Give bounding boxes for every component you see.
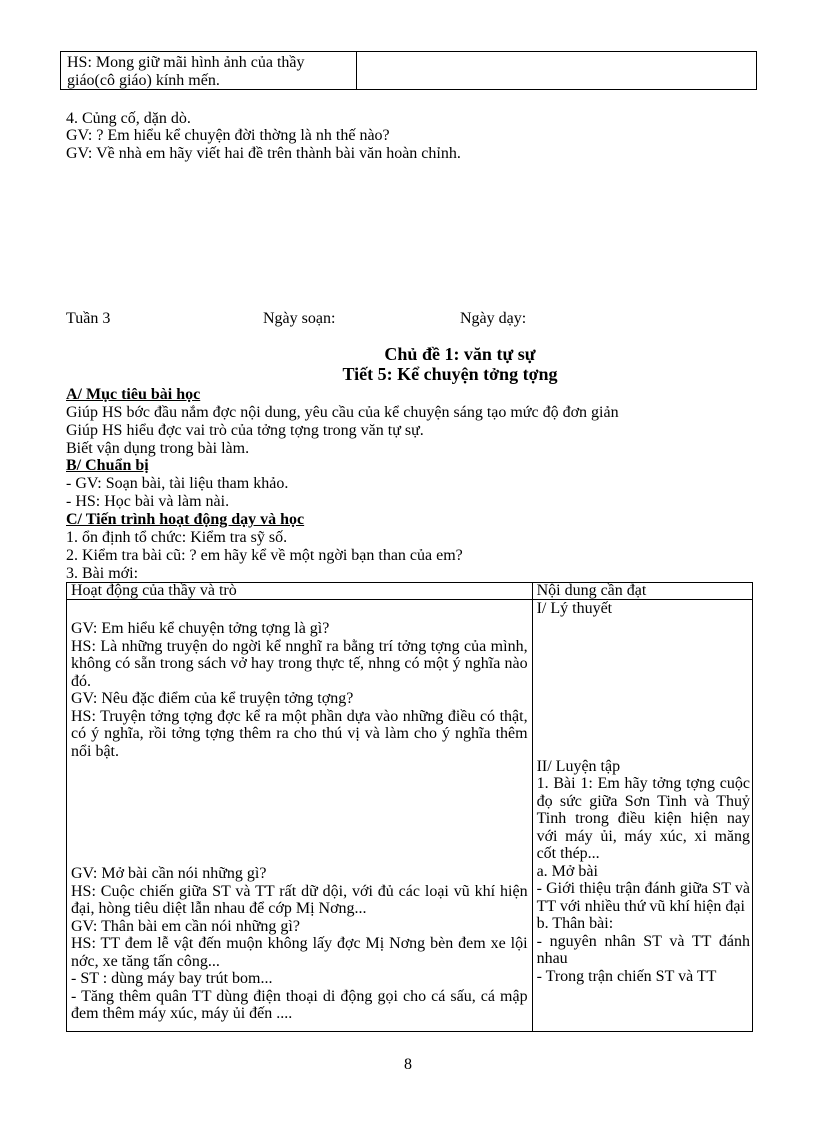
content-text: 1. Bài 1: Em hãy tởng tợng cuộc đọ sức giữa Sơn Tinh và Thuỷ Tinh trong điều kiện hiện nay với máy ủi, máy xúc, xi măng cốt thép...	[536, 775, 750, 862]
prepared-date-label: Ngày soạn:	[263, 310, 336, 327]
content-cell	[532, 600, 752, 1032]
activity-text: GV: Nêu đặc điểm của kể truyện tởng tợng?	[71, 690, 354, 707]
content-text: - Trong trận chiến ST và TT	[536, 967, 717, 985]
activity-text: GV: Thân bài em cần nói những gì?	[71, 917, 300, 935]
column-header-content: Nội dung cần đạt	[532, 583, 752, 600]
activity-text: HS: Truyện tởng tợng đợc kể ra một phần dựa vào những điều có thật, có ý nghĩa, rồi tởng tợng thêm ra cho thú vị và làm cho ý nghĩa thêm nổi bật.	[71, 707, 528, 760]
content-text: - nguyên nhân ST và TT đánh nhau	[536, 932, 750, 967]
activity-text: - ST : dùng máy bay trút bom...	[71, 970, 273, 987]
lesson-title: Tiết 5: Kể chuyện tởng tợng	[342, 364, 558, 384]
section-a-line: Giúp HS bớc đầu nắm đợc nội dung, yêu cầu của kể chuyện sáng tạo mức độ đơn giản	[66, 404, 619, 421]
week-label: Tuần 3	[66, 310, 111, 327]
activity-text: HS: TT đem lễ vật đến muộn không lấy đợc Mị Nơng bèn đem xe lội nớc, xe tăng tấn công...	[71, 935, 528, 970]
section4-line: GV: Về nhà em hãy viết hai đề trên thành bài văn hoàn chỉnh.	[66, 145, 461, 162]
activities-cell	[67, 600, 533, 1032]
content-text: II/ Luyện tập	[536, 757, 621, 775]
taught-date-label: Ngày dạy:	[460, 310, 527, 327]
content-text: a. Mở bài	[536, 862, 598, 880]
page-number: 8	[404, 1056, 412, 1073]
activity-text: HS: Là những truyện do ngời kể nnghĩ ra bằng trí tởng tợng của mình, không có sẵn trong sách vở hay trong thực tế, nhng có một ý nghĩa nào đó.	[71, 637, 528, 690]
section-c-line: 3. Bài mới:	[66, 565, 139, 582]
activity-text: GV: Em hiểu kể chuyện tởng tợng là gì?	[71, 620, 330, 637]
section-b-line: - HS: Học bài và làm nài.	[66, 493, 230, 510]
section-c-line: 1. ổn định tổ chức: Kiểm tra sỹ số.	[66, 529, 288, 546]
top-table	[60, 51, 757, 90]
top-table-left-cell	[61, 52, 357, 90]
section-c-line: 2. Kiểm tra bài cũ: ? em hãy kể về một ngời bạn than của em?	[66, 547, 463, 564]
section4-line: GV: ? Em hiểu kể chuyện đời thờng là nh thế nào?	[66, 127, 390, 144]
top-table-line: giáo(cô giáo) kính mến.	[67, 71, 220, 89]
top-table-right-cell	[357, 52, 757, 90]
section-c-heading: C/ Tiến trình hoạt động dạy và học	[66, 511, 305, 528]
section-a-heading: A/ Mục tiêu bài học	[66, 386, 201, 403]
content-text: I/ Lý thuyết	[536, 600, 613, 617]
top-table-line: HS: Mong giữ mãi hình ảnh của thầy	[67, 54, 305, 71]
section4-title: 4. Củng cố, dặn dò.	[66, 110, 191, 127]
activity-text: - Tăng thêm quân TT dùng điện thoại di động gọi cho cá sấu, cá mập đem thêm máy xúc, máy ủi đến ....	[71, 987, 528, 1022]
section-a-line: Giúp HS hiểu đợc vai trò của tởng tợng trong văn tự sự.	[66, 422, 424, 439]
section-b-line: - GV: Soạn bài, tài liệu tham khảo.	[66, 475, 289, 492]
activity-text: GV: Mở bài cần nói những gì?	[71, 865, 267, 882]
content-text: b. Thân bài:	[536, 915, 614, 932]
section-b-heading: B/ Chuẩn bị	[66, 457, 149, 474]
section-a-line: Biết vận dụng trong bài làm.	[66, 440, 250, 457]
content-text: - Giới thiệu trận đánh giữa ST và TT với nhiều thứ vũ khí hiện đại	[536, 880, 750, 915]
topic-title: Chủ đề 1: văn tự sự	[384, 344, 536, 364]
main-table	[66, 582, 753, 1032]
activity-text: HS: Cuộc chiến giữa ST và TT rất dữ dội, với đủ các loại vũ khí hiện đại, hòng tiêu diệt lẫn nhau để cớp Mị Nơng...	[71, 882, 528, 917]
column-header-activities: Hoạt động của thầy và trò	[67, 583, 533, 600]
